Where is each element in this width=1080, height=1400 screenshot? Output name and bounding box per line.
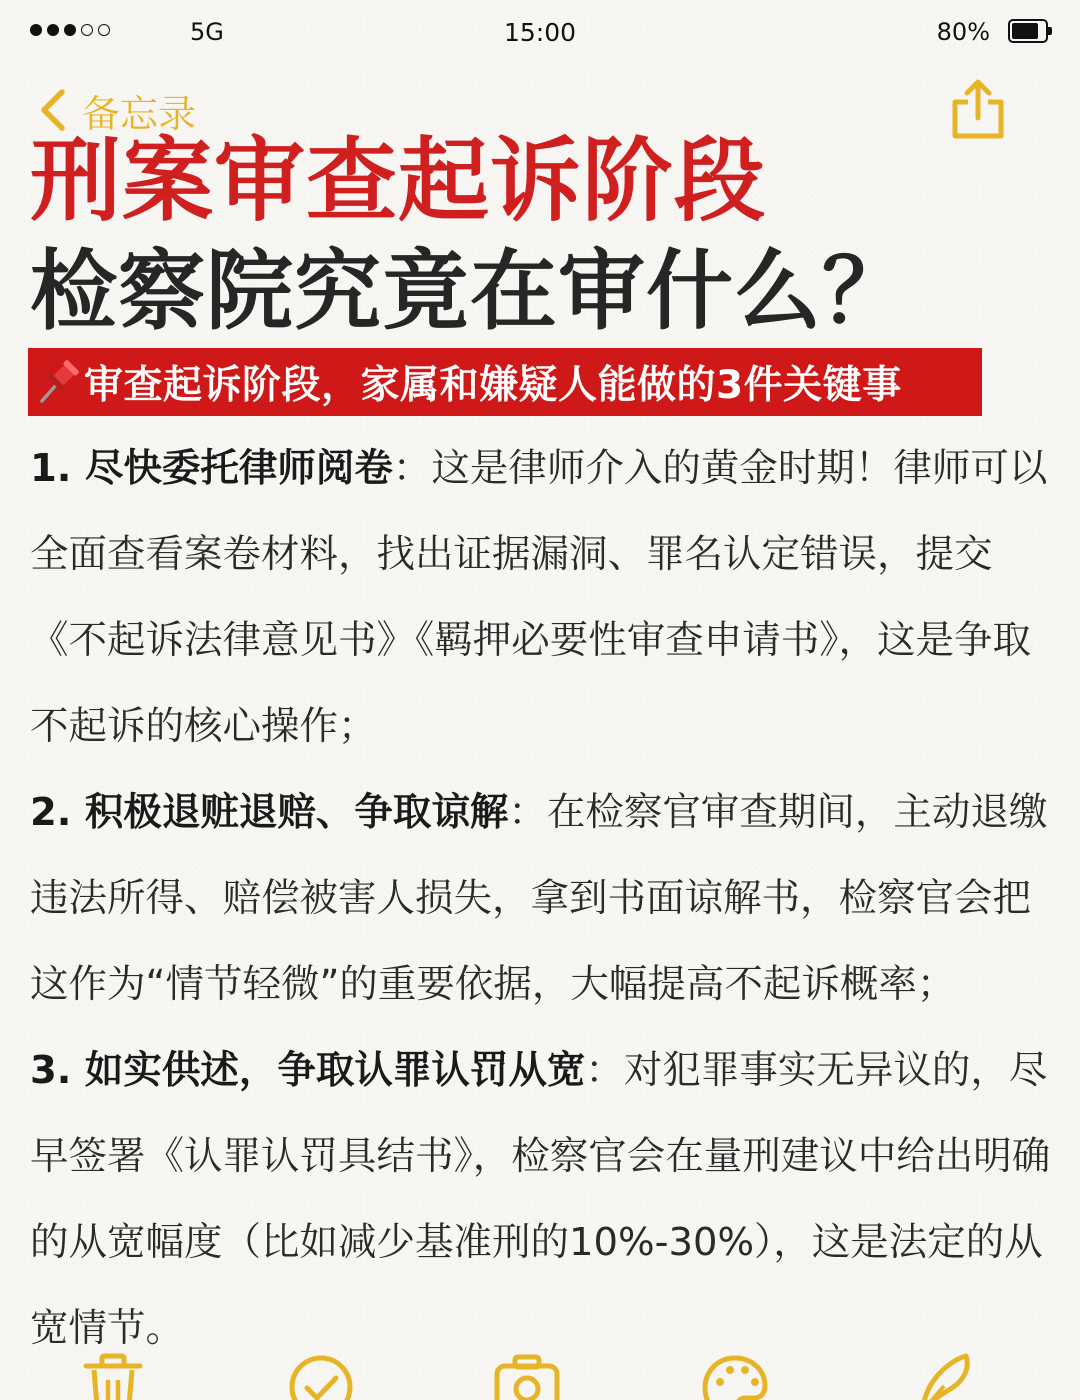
camera-icon (492, 1352, 562, 1400)
pushpin-icon (34, 357, 80, 407)
share-icon (950, 78, 1006, 140)
palette-icon (700, 1352, 770, 1400)
bottom-toolbar (0, 1352, 1080, 1400)
list-item (30, 770, 1052, 1028)
item-heading: 3. 如实供述，争取认罪认罚从宽 (30, 1048, 586, 1093)
battery-percent: 80% (936, 18, 990, 46)
delete-button[interactable] (78, 1352, 148, 1400)
item-text: ：这是律师介入的黄金时期！律师可以全面查看案卷材料，找出证据漏洞、罪名认定错误，提交《不起诉法律意见书》《羁押必要性审查申请书》，这是争取不起诉的核心操作； (30, 446, 1048, 749)
trash-icon (78, 1352, 148, 1400)
chevron-left-icon (36, 86, 68, 134)
item-text: ：对犯罪事实无异议的，尽早签署《认罪认罚具结书》，检察官会在量刑建议中给出明确的从宽幅度（比如减少基准刑的10%-30%），这是法定的从宽情节。 (30, 1048, 1051, 1351)
camera-button[interactable] (492, 1352, 562, 1400)
compose-icon (910, 1352, 980, 1400)
battery-fill (1012, 23, 1038, 39)
title-line-2: 检察院究竟在审什么？ (30, 240, 910, 342)
item-heading: 2. 积极退赃退赔、争取谅解 (30, 790, 509, 835)
battery-cap (1048, 27, 1052, 35)
share-button[interactable] (950, 78, 1006, 140)
status-time: 15:00 (503, 18, 577, 47)
back-label: 备忘录 (82, 91, 197, 136)
subtitle-banner (28, 348, 982, 416)
item-text: ：在检察官审查期间，主动退缴违法所得、赔偿被害人损失，拿到书面谅解书，检察官会把这作为“情节轻微”的重要依据，大幅提高不起诉概率； (30, 790, 1048, 1007)
checklist-icon (286, 1352, 356, 1400)
item-heading: 1. 尽快委托律师阅卷 (30, 446, 393, 491)
checklist-button[interactable] (286, 1352, 356, 1400)
markup-button[interactable] (700, 1352, 770, 1400)
battery-icon (1008, 19, 1052, 43)
subtitle-text: 审查起诉阶段，家属和嫌疑人能做的3件关键事 (84, 363, 902, 408)
list-item (30, 426, 1052, 770)
title-line-1: 刑案审查起诉阶段 (30, 129, 767, 234)
network-type: 5G (190, 18, 224, 46)
list-item (30, 1028, 1052, 1372)
status-bar (0, 0, 1080, 66)
note-body[interactable] (30, 426, 1052, 1372)
compose-button[interactable] (910, 1352, 980, 1400)
